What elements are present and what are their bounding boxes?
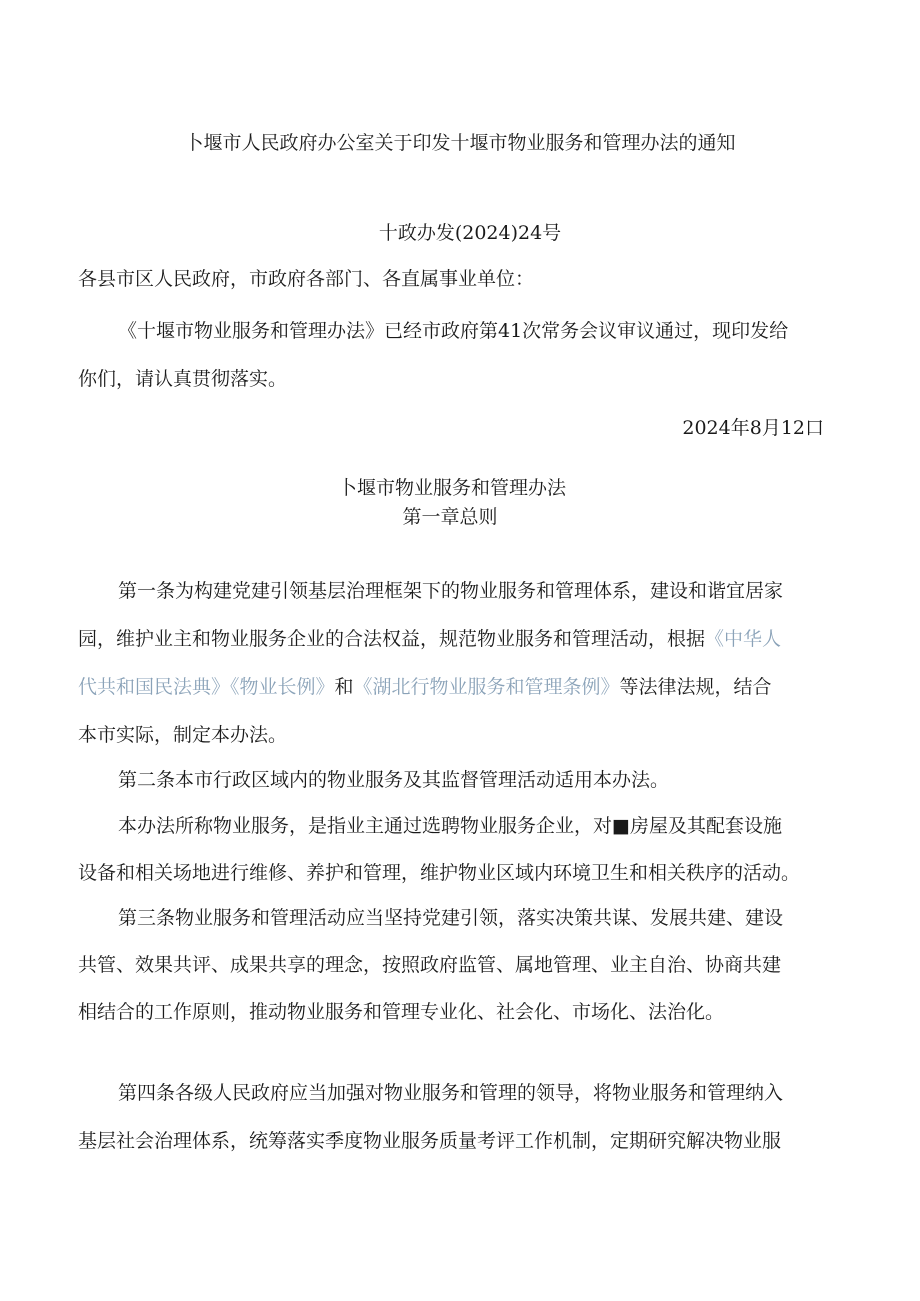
article-1-line-1: 第一条为构建党建引领基层治理框架下的物业服务和管理体系，建设和谐宜居家 — [118, 580, 784, 602]
recipients: 各县市区人民政府，市政府各部门、各直属事业单位： — [78, 268, 535, 290]
article-3-line-3: 相结合的工作原则，推动物业服务和管理专业化、社会化、市场化、法治化。 — [78, 1001, 725, 1023]
hubei-regulation-link[interactable]: 《湖北行物业服务和管理条例》 — [353, 676, 620, 698]
article-1-line-4: 本市实际，制定本办法。 — [78, 724, 288, 746]
article-1-line-2 — [78, 626, 781, 652]
measure-title: 卜堰市物业服务和管理办法 — [337, 477, 566, 499]
article-1-line-3-connector: 和 — [334, 676, 354, 698]
notice-body-line-1: 《十堰市物业服务和管理办法》已经市政府第41次常务会议审议通过，现印发给 — [118, 320, 789, 342]
issue-date: 2024年8月12口 — [682, 417, 824, 439]
article-4-line-1: 第四条各级人民政府应当加强对物业服务和管理的领导，将物业服务和管理纳入 — [118, 1082, 784, 1104]
article-3-line-2: 共管、效果共评、成果共享的理念，按照政府监管、属地管理、业主自治、协商共建 — [78, 954, 782, 976]
property-regulation-link[interactable]: 代共和国民法典》《物业长例》 — [78, 676, 335, 698]
article-1-line-3-tail: 等法律法规，结合 — [619, 676, 772, 698]
notice-body-line-2: 你们，请认真贯彻落实。 — [78, 368, 288, 390]
article-1-line-2-text: 园，维护业主和物业服务企业的合法权益，规范物业服务和管理活动，根据 — [78, 628, 706, 650]
document-number: 十政办发(2024)24号 — [378, 222, 562, 244]
article-2: 第二条本市行政区域内的物业服务及其监督管理活动适用本办法。 — [118, 769, 670, 791]
article-4-line-2: 基层社会治理体系，统筹落实季度物业服务质量考评工作机制，定期研究解决物业服 — [78, 1130, 782, 1152]
civil-code-link[interactable]: 《中华人 — [705, 628, 782, 650]
document-title: 卜堰市人民政府办公室关于印发十堰市物业服务和管理办法的通知 — [184, 132, 736, 154]
definition-line-1: 本办法所称物业服务，是指业主通过选聘物业服务企业，对■房屋及其配套设施 — [118, 815, 782, 837]
chapter-title: 第一章总则 — [402, 506, 498, 528]
article-3-line-1: 第三条物业服务和管理活动应当坚持党建引领，落实决策共谋、发展共建、建设 — [118, 907, 784, 929]
article-1-line-3 — [78, 674, 772, 700]
definition-line-2: 设备和相关场地进行维修、养护和管理，维护物业区域内环境卫生和相关秩序的活动。 — [78, 862, 801, 884]
